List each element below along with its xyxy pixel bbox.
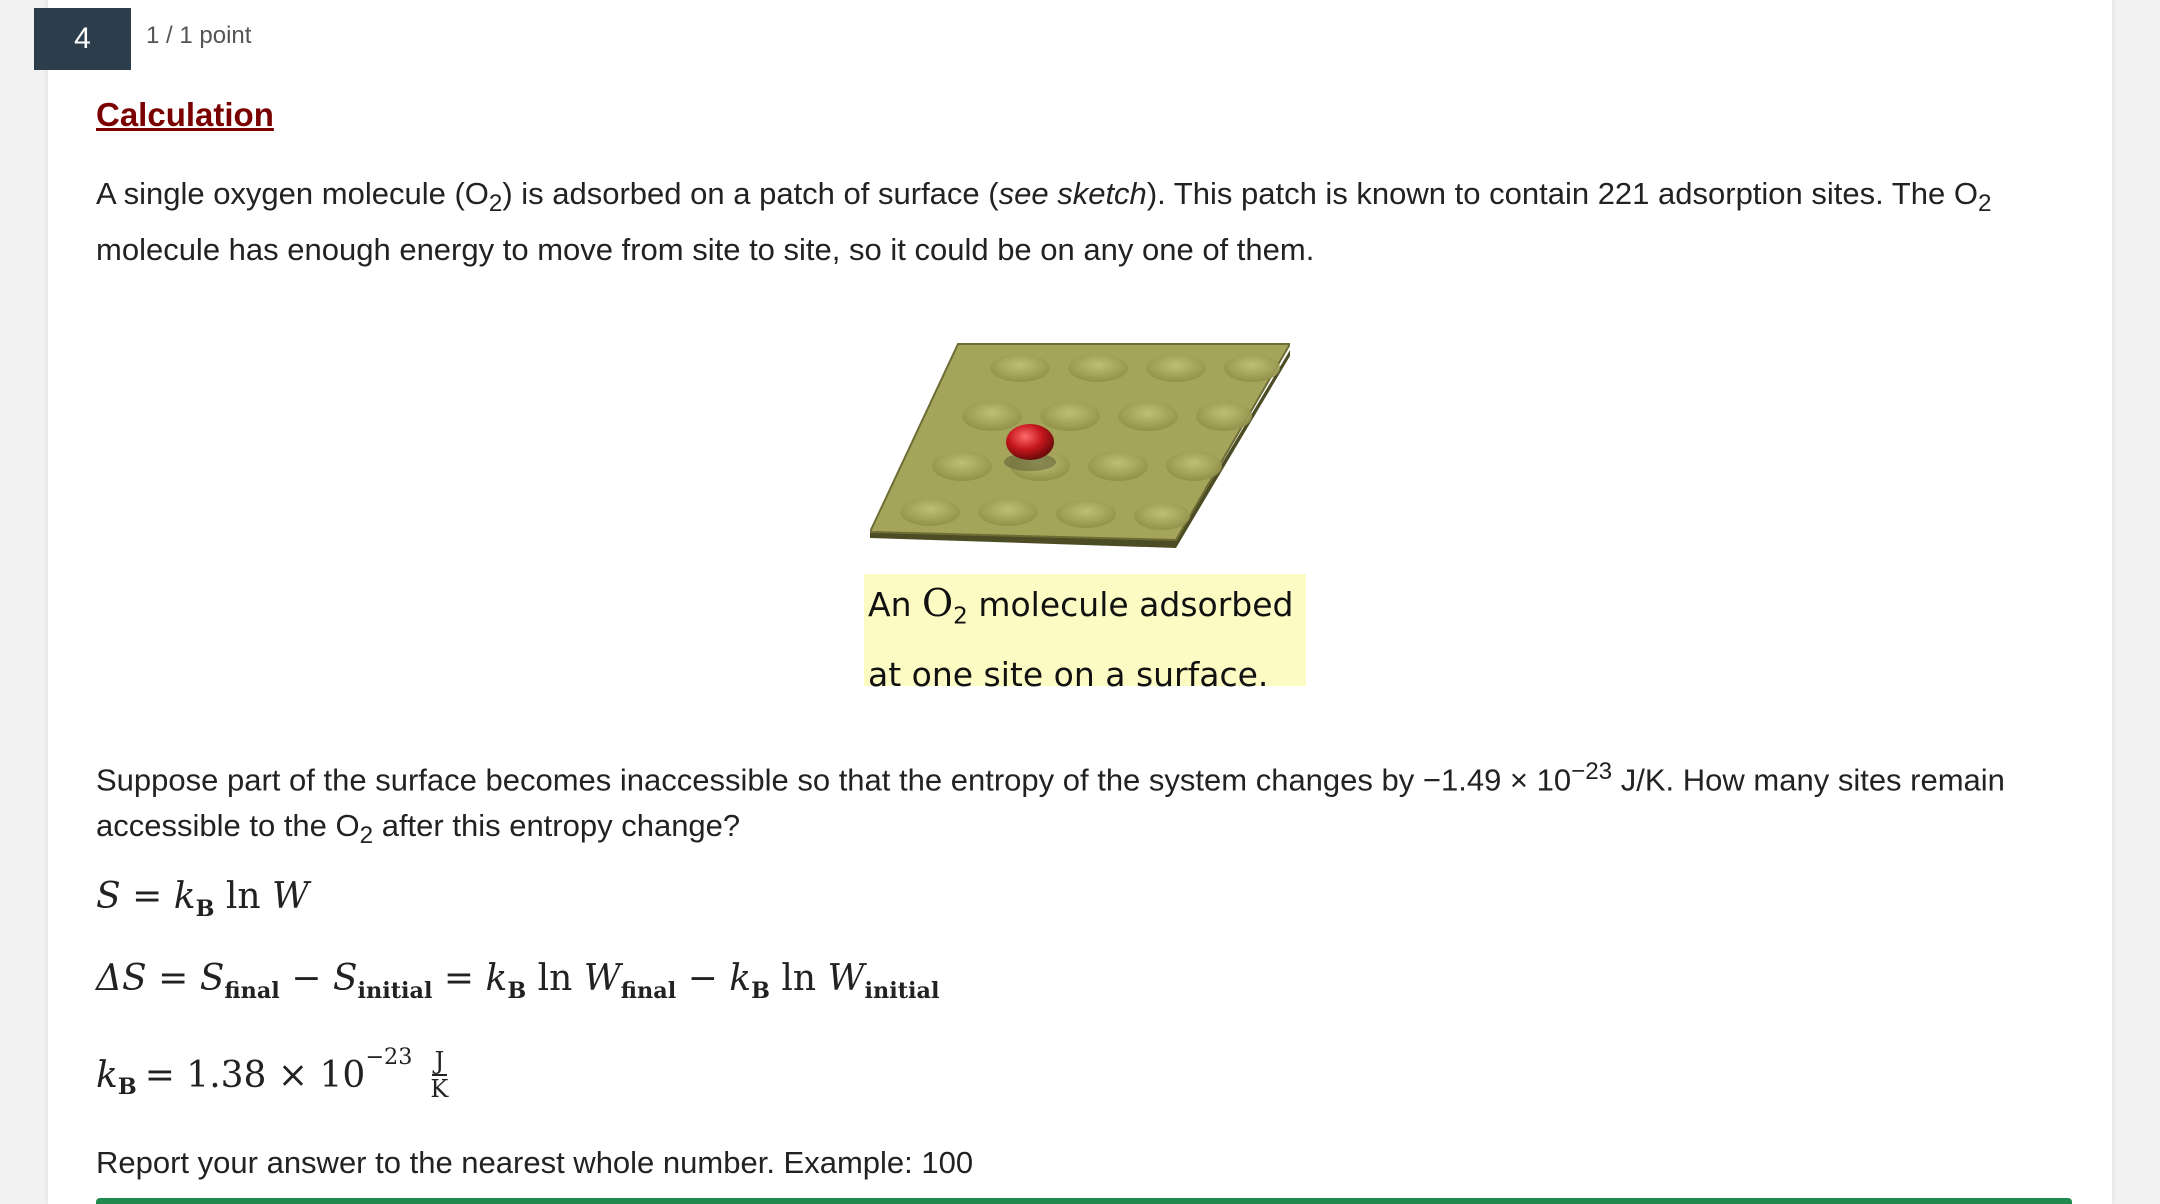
- caption-line-2: at one site on a surface.: [868, 654, 1269, 694]
- intro-text-a: A single oxygen molecule (O: [96, 176, 489, 211]
- eq2-s-final-sub: final: [224, 978, 280, 1005]
- intro-emphasis: see sketch: [998, 176, 1147, 211]
- question-prompt: [96, 749, 2056, 860]
- adsorption-surface-illustration: [870, 338, 1290, 554]
- eq1-w: W: [272, 876, 310, 917]
- eq3-value: = 1.38 × 10: [144, 1054, 366, 1096]
- caption-sub: 2: [953, 603, 968, 630]
- eq1-ln: ln: [214, 876, 273, 917]
- question-number-badge: 4: [34, 8, 131, 70]
- equation-entropy-change: [96, 958, 939, 1004]
- equation-boltzmann-constant: [96, 1044, 449, 1103]
- eq3-unit-fraction: [430, 1048, 448, 1102]
- points-label: 1 / 1 point: [146, 22, 252, 49]
- caption-line-1: [868, 574, 1306, 646]
- eq1-k-sub: B: [195, 896, 215, 923]
- question-title: Calculation: [96, 96, 274, 133]
- answer-field-border[interactable]: [96, 1198, 2072, 1204]
- intro-text-c: ). This patch is known to contain 221 adsorption sites. The O: [1146, 176, 1978, 211]
- intro-sub-2: 2: [1977, 190, 1992, 218]
- eq2-k-2: k: [729, 958, 752, 999]
- eq3-k-sub: B: [117, 1074, 137, 1100]
- o2-molecule-icon: [1006, 424, 1054, 460]
- eq3-exponent: −23: [365, 1044, 413, 1070]
- eq2-ln-1: ln: [526, 958, 584, 999]
- eq2-s-initial: S: [332, 958, 358, 999]
- eq2-ln-2: ln: [769, 958, 828, 999]
- prompt-sub: 2: [359, 822, 374, 850]
- eq2-k-1-sub: B: [507, 978, 527, 1005]
- eq2-s-final: S: [199, 958, 225, 999]
- eq2-s-initial-sub: initial: [357, 978, 433, 1005]
- eq3-k: k: [96, 1054, 118, 1096]
- caption-o: O: [921, 581, 954, 625]
- eq1-equals: =: [120, 876, 174, 917]
- eq2-ds: ΔS: [96, 958, 147, 999]
- intro-sub-1: 2: [488, 190, 503, 218]
- caption-pre: An: [868, 585, 922, 624]
- eq1-s: S: [96, 876, 121, 917]
- eq1-k: k: [173, 876, 196, 917]
- eq2-w-final: W: [583, 958, 621, 999]
- eq2-w-initial: W: [827, 958, 865, 999]
- eq2-minus-2: −: [676, 958, 730, 999]
- eq2-equals-2: =: [432, 958, 486, 999]
- caption-post: molecule adsorbed: [967, 585, 1294, 624]
- prompt-exponent: −23: [1571, 758, 1613, 785]
- eq2-k-1: k: [485, 958, 508, 999]
- prompt-text-a: Suppose part of the surface becomes inaccessible so that the entropy of the system changes by −1.49 × 10: [96, 762, 1572, 798]
- equation-entropy: [96, 876, 309, 922]
- intro-text-d: molecule has enough energy to move from site to site, so it could be on any one of them.: [96, 232, 1315, 268]
- eq2-w-initial-sub: initial: [864, 978, 940, 1005]
- question-intro: [96, 171, 2056, 273]
- eq2-equals-1: =: [146, 958, 200, 999]
- sketch-caption: [864, 574, 1306, 694]
- eq2-k-2-sub: B: [751, 978, 770, 1005]
- eq3-unit-num: J: [432, 1048, 448, 1076]
- eq2-w-final-sub: final: [620, 978, 677, 1005]
- eq3-unit-den: K: [430, 1075, 449, 1103]
- eq2-minus-1: −: [279, 958, 333, 999]
- prompt-text-c: after this entropy change?: [373, 808, 741, 844]
- report-instruction: Report your answer to the nearest whole number. Example: 100: [96, 1145, 974, 1180]
- intro-text-b: ) is adsorbed on a patch of surface (: [502, 176, 999, 211]
- prompt-text-b: J/K. How many sites remain accessible to the O: [96, 762, 2005, 844]
